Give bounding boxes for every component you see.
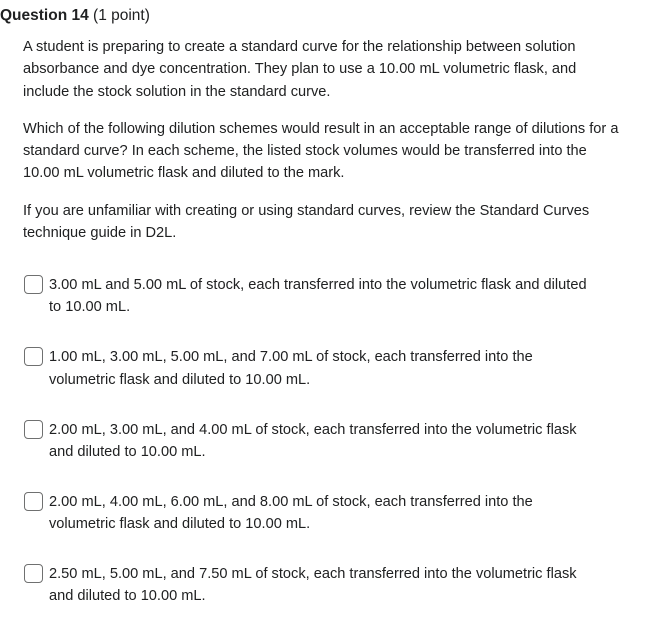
- answer-option-label[interactable]: 3.00 mL and 5.00 mL of stock, each transferred into the volumetric flask and diluted to 10.00 mL.: [49, 277, 587, 316]
- checkbox-icon[interactable]: [24, 564, 43, 583]
- answer-option-1[interactable]: [24, 274, 624, 346]
- question-paragraph-prompt: Which of the following dilution schemes would result in an acceptable range of dilutions for a standard curve? In each scheme, the listed stock volumes would be transferred into the 10.00 mL volumetric flask and diluted to the mark.: [23, 120, 619, 182]
- question-points: (1 point): [93, 7, 150, 24]
- checkbox-icon[interactable]: [24, 492, 43, 511]
- answer-options: [24, 274, 624, 635]
- question-paragraph-context: A student is preparing to create a standard curve for the relationship between solution absorbance and dye concentration. They plan to use a 10.00 mL volumetric flask, and include the stock solution in the standard curve.: [23, 39, 577, 100]
- answer-option-label[interactable]: 2.50 mL, 5.00 mL, and 7.50 mL of stock, each transferred into the volumetric flask and diluted to 10.00 mL.: [49, 566, 577, 605]
- question-header: [0, 6, 150, 26]
- question-title: Question 14: [0, 7, 89, 24]
- answer-option-label[interactable]: 1.00 mL, 3.00 mL, 5.00 mL, and 7.00 mL of stock, each transferred into the volumetric flask and diluted to 10.00 mL.: [49, 349, 533, 388]
- answer-option-3[interactable]: [24, 419, 624, 491]
- answer-option-2[interactable]: [24, 346, 624, 418]
- answer-option-5[interactable]: [24, 563, 624, 635]
- answer-option-label[interactable]: 2.00 mL, 4.00 mL, 6.00 mL, and 8.00 mL of stock, each transferred into the volumetric flask and diluted to 10.00 mL.: [49, 493, 533, 533]
- checkbox-icon[interactable]: [24, 347, 43, 366]
- checkbox-icon[interactable]: [24, 275, 43, 294]
- answer-option-4[interactable]: [24, 491, 624, 563]
- answer-option-label[interactable]: 2.00 mL, 3.00 mL, and 4.00 mL of stock, each transferred into the volumetric flask and diluted to 10.00 mL.: [49, 421, 577, 460]
- question-body: [23, 36, 623, 259]
- checkbox-icon[interactable]: [24, 420, 43, 439]
- question-paragraph-help: If you are unfamiliar with creating or using standard curves, review the Standard Curves technique guide in D2L.: [23, 202, 590, 242]
